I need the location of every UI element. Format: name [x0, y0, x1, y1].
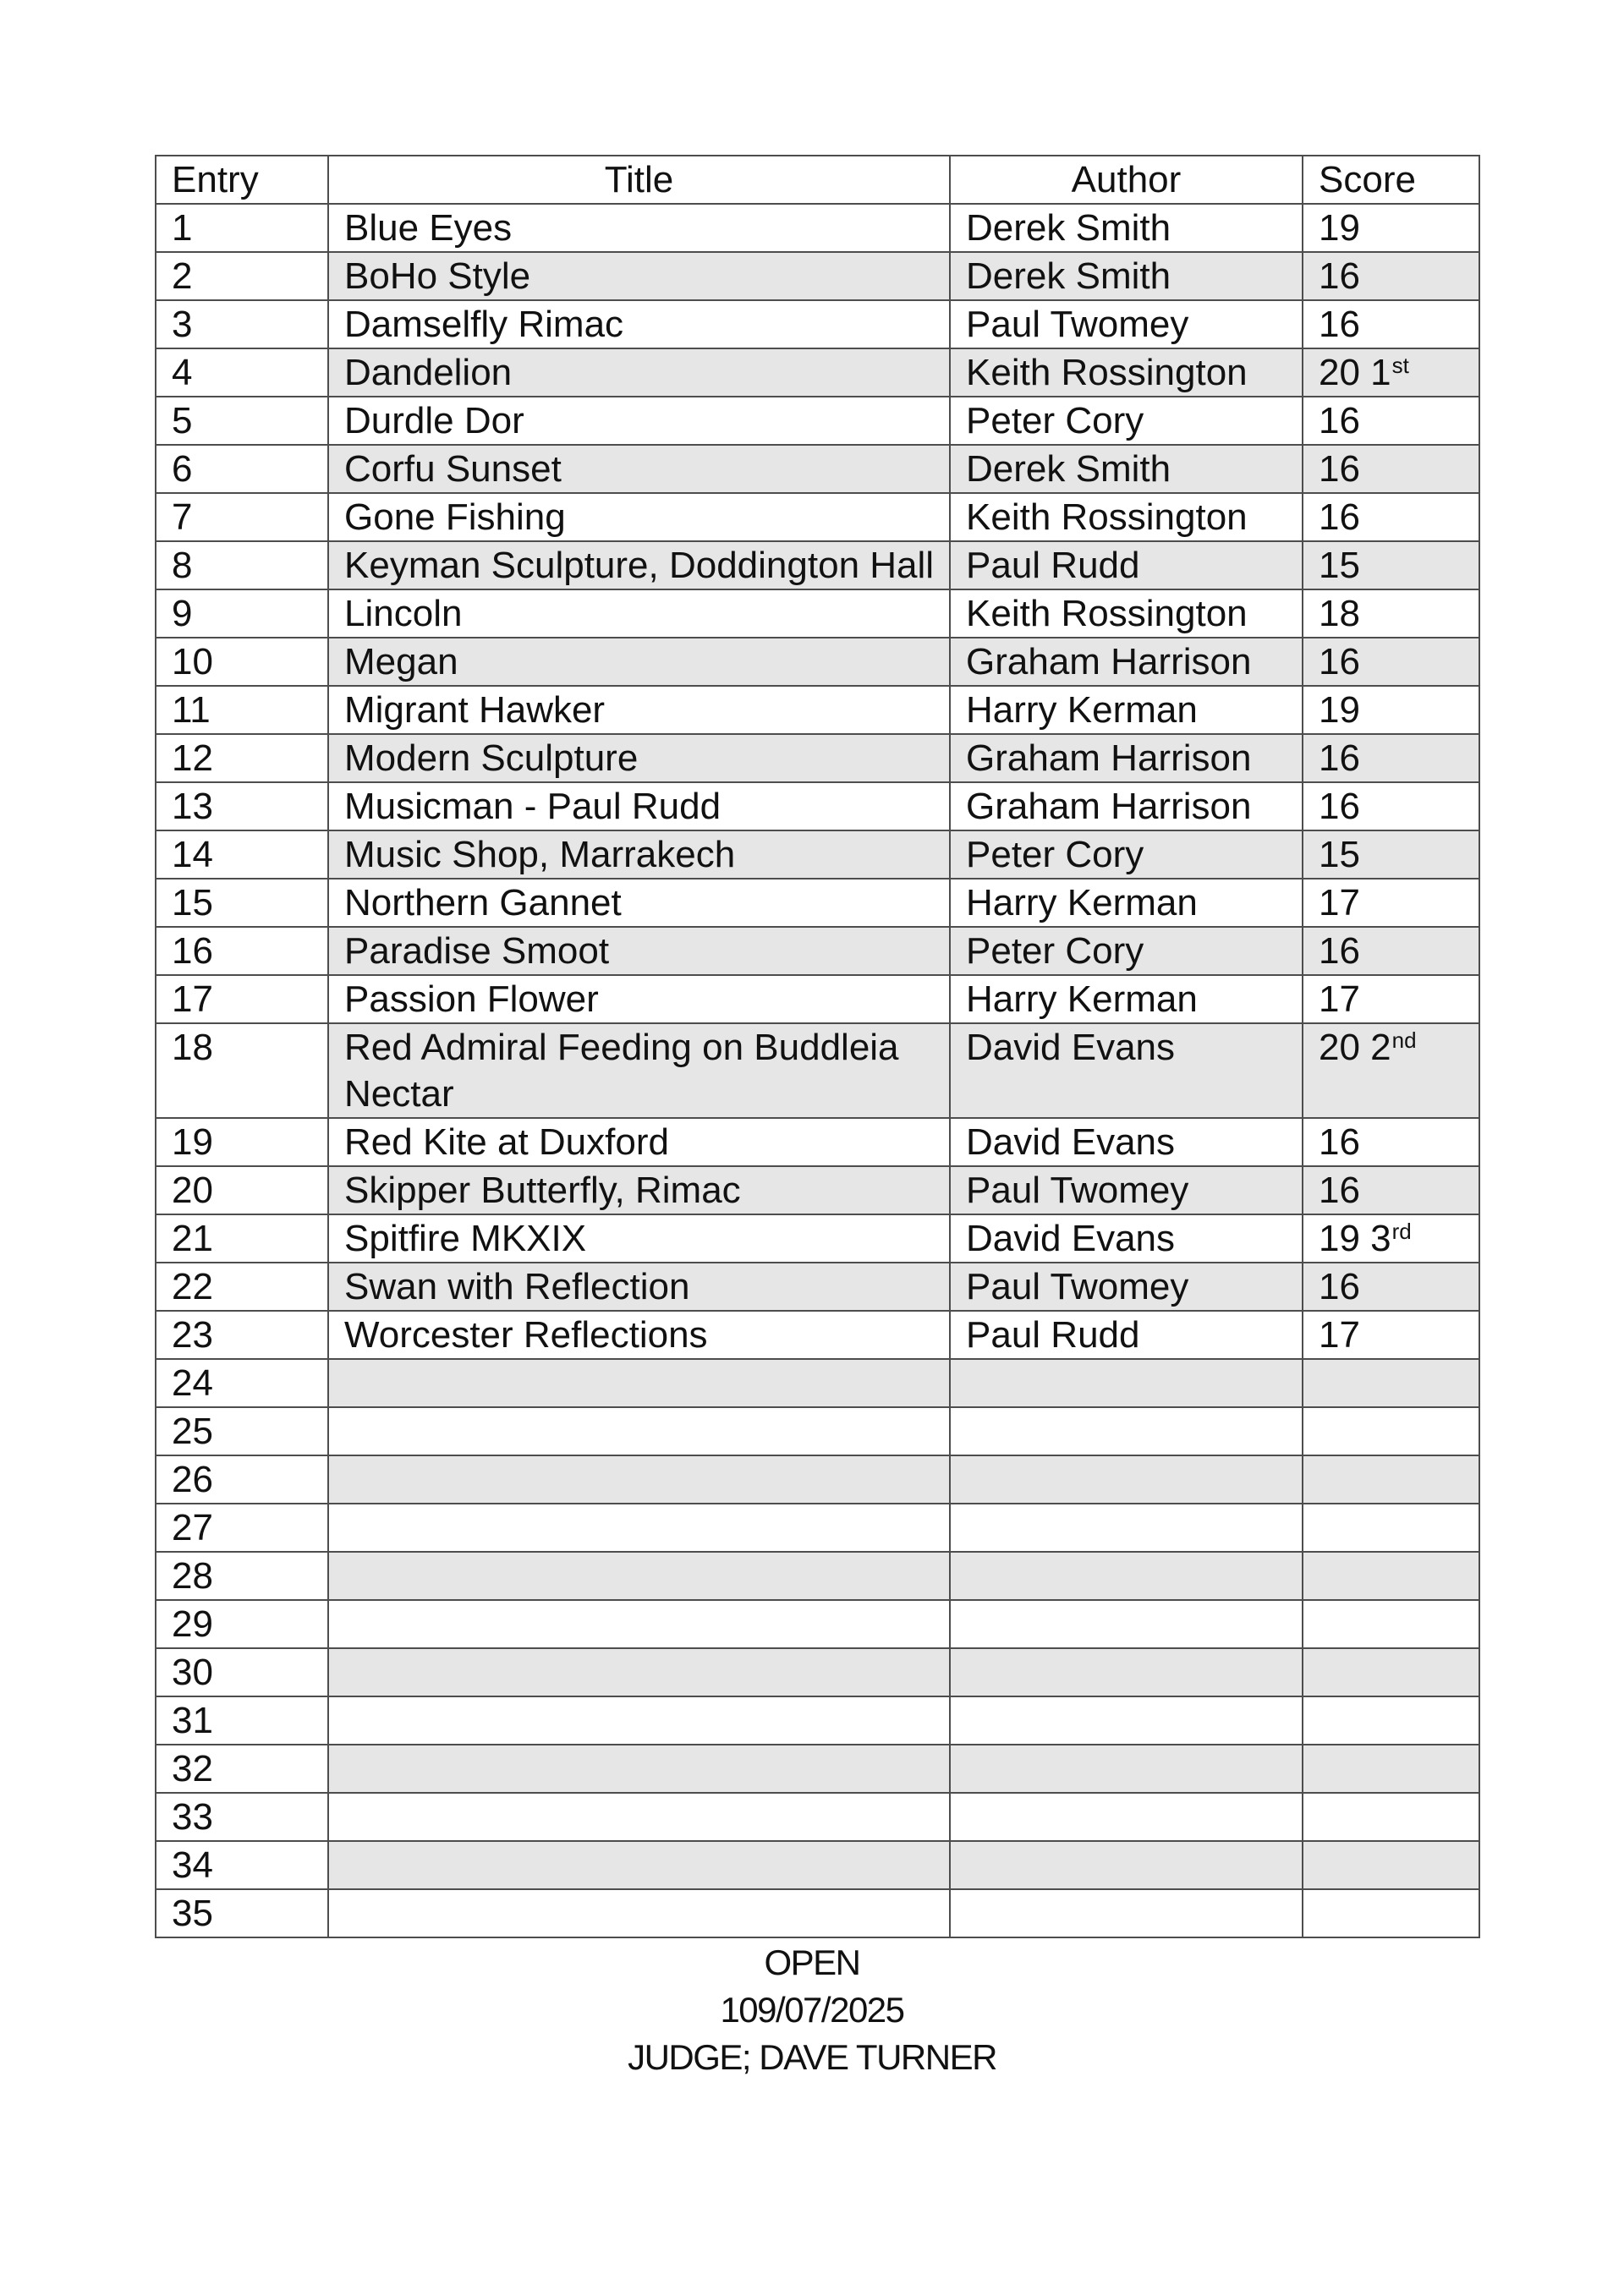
- score-cell: [1303, 1889, 1479, 1937]
- entry-cell-text: 14: [172, 834, 213, 875]
- table-row: [156, 348, 1479, 397]
- title-cell-text: Damselfly Rimac: [344, 304, 624, 345]
- author-cell-text: Peter Cory: [966, 400, 1144, 441]
- table-row: [156, 1600, 1479, 1648]
- table-row: [156, 1118, 1479, 1166]
- author-cell: [950, 1648, 1303, 1696]
- author-cell-text: Paul Rudd: [966, 545, 1140, 586]
- score-cell-text: 16: [1319, 786, 1360, 827]
- entry-cell: [156, 1696, 328, 1745]
- author-cell-text: Derek Smith: [966, 448, 1171, 490]
- table-row: [156, 1793, 1479, 1841]
- author-cell: [950, 686, 1303, 734]
- score-cell: [1303, 252, 1479, 300]
- score-cell-text: 16: [1319, 641, 1360, 682]
- entry-cell-text: 3: [172, 304, 193, 345]
- score-cell: [1303, 1263, 1479, 1311]
- score-cell: [1303, 1841, 1479, 1889]
- table-row: [156, 975, 1479, 1023]
- author-cell: [950, 300, 1303, 348]
- table-row: [156, 1214, 1479, 1263]
- entry-cell: [156, 638, 328, 686]
- score-cell-text: 16: [1319, 448, 1360, 490]
- author-cell-text: Peter Cory: [966, 834, 1144, 875]
- table-row: [156, 493, 1479, 541]
- author-cell-text: Paul Twomey: [966, 304, 1189, 345]
- score-cell: [1303, 686, 1479, 734]
- title-cell-text: Blue Eyes: [344, 207, 513, 249]
- table-row: [156, 1745, 1479, 1793]
- author-cell: [950, 879, 1303, 927]
- author-cell: [950, 830, 1303, 879]
- title-cell: [328, 879, 950, 927]
- author-cell-text: Keith Rossington: [966, 352, 1248, 393]
- table-row: [156, 589, 1479, 638]
- author-cell-text: Harry Kerman: [966, 689, 1198, 731]
- table-row: [156, 1166, 1479, 1214]
- title-cell-text: Gone Fishing: [344, 496, 566, 538]
- score-cell: [1303, 1793, 1479, 1841]
- table-row: [156, 1263, 1479, 1311]
- entry-cell-text: 23: [172, 1314, 213, 1356]
- table-row: [156, 782, 1479, 830]
- title-cell-text: Spitfire MKXIX: [344, 1218, 587, 1259]
- author-cell: [950, 252, 1303, 300]
- author-cell: [950, 1359, 1303, 1407]
- title-cell: [328, 445, 950, 493]
- score-cell: [1303, 493, 1479, 541]
- score-cell: [1303, 445, 1479, 493]
- score-cell-text: 16: [1319, 496, 1360, 538]
- table-row: [156, 927, 1479, 975]
- score-cell-text: 16: [1319, 304, 1360, 345]
- title-cell-text: Corfu Sunset: [344, 448, 562, 490]
- title-cell: [328, 638, 950, 686]
- author-cell: [950, 1455, 1303, 1504]
- entry-column-header: Entry: [156, 156, 328, 204]
- entry-cell-text: 29: [172, 1603, 213, 1645]
- score-cell: [1303, 397, 1479, 445]
- author-column-header: Author: [950, 156, 1303, 204]
- entry-cell-text: 20: [172, 1170, 213, 1211]
- title-cell-text: BoHo Style: [344, 255, 531, 297]
- title-cell: [328, 1648, 950, 1696]
- entry-cell: [156, 204, 328, 252]
- entry-cell: [156, 782, 328, 830]
- title-cell: [328, 300, 950, 348]
- score-cell-text: 15: [1319, 834, 1360, 875]
- table-row: [156, 445, 1479, 493]
- author-cell: [950, 1552, 1303, 1600]
- title-cell: [328, 1407, 950, 1455]
- table-row: [156, 204, 1479, 252]
- title-cell: [328, 1745, 950, 1793]
- entry-cell: [156, 1455, 328, 1504]
- entry-cell-text: 8: [172, 545, 193, 586]
- entry-cell: [156, 589, 328, 638]
- score-cell-text: 16: [1319, 1266, 1360, 1307]
- placing-suffix: rd: [1391, 1219, 1412, 1244]
- title-cell: [328, 589, 950, 638]
- author-cell: [950, 445, 1303, 493]
- entry-cell: [156, 1504, 328, 1552]
- author-cell-text: Keith Rossington: [966, 496, 1248, 538]
- author-cell: [950, 348, 1303, 397]
- author-cell-text: Peter Cory: [966, 930, 1144, 972]
- score-cell-text: 16: [1319, 1170, 1360, 1211]
- title-cell-text: Keyman Sculpture, Doddington Hall: [344, 545, 935, 586]
- title-cell-text: Swan with Reflection: [344, 1266, 690, 1307]
- author-cell: [950, 1214, 1303, 1263]
- author-cell: [950, 1023, 1303, 1118]
- score-cell: [1303, 734, 1479, 782]
- title-cell-text: Passion Flower: [344, 978, 599, 1020]
- table-row: [156, 830, 1479, 879]
- entry-cell: [156, 300, 328, 348]
- author-cell-text: Keith Rossington: [966, 593, 1248, 634]
- score-cell: [1303, 1407, 1479, 1455]
- author-cell: [950, 541, 1303, 589]
- author-cell: [950, 1407, 1303, 1455]
- entry-cell-text: 33: [172, 1796, 213, 1838]
- title-cell: [328, 1359, 950, 1407]
- entry-cell-text: 32: [172, 1748, 213, 1789]
- author-cell: [950, 782, 1303, 830]
- entry-cell: [156, 1166, 328, 1214]
- title-cell: [328, 1793, 950, 1841]
- entry-cell: [156, 1311, 328, 1359]
- score-cell: [1303, 204, 1479, 252]
- score-cell: [1303, 1023, 1479, 1118]
- score-cell-text: 19: [1319, 207, 1360, 249]
- table-body: [156, 204, 1479, 1937]
- entry-cell: [156, 1889, 328, 1937]
- table-row: [156, 541, 1479, 589]
- entry-cell-text: 12: [172, 737, 213, 779]
- title-cell-text: Worcester Reflections: [344, 1314, 708, 1356]
- entry-cell: [156, 686, 328, 734]
- entry-cell-text: 2: [172, 255, 193, 297]
- author-cell-text: David Evans: [966, 1218, 1176, 1259]
- entry-cell: [156, 1359, 328, 1407]
- entry-cell-text: 31: [172, 1700, 213, 1741]
- author-cell: [950, 204, 1303, 252]
- score-cell-text: 15: [1319, 545, 1360, 586]
- score-cell-text: 17: [1319, 882, 1360, 923]
- title-cell: [328, 1311, 950, 1359]
- results-table: [155, 155, 1480, 1938]
- table-row: [156, 1311, 1479, 1359]
- table-row: [156, 1648, 1479, 1696]
- author-cell: [950, 1793, 1303, 1841]
- score-cell: [1303, 1504, 1479, 1552]
- entry-cell: [156, 493, 328, 541]
- title-cell-text: Paradise Smoot: [344, 930, 610, 972]
- entry-cell: [156, 975, 328, 1023]
- entry-cell: [156, 252, 328, 300]
- score-cell-text: 16: [1319, 400, 1360, 441]
- placing-suffix: st: [1391, 353, 1409, 378]
- title-cell: [328, 1455, 950, 1504]
- author-cell: [950, 589, 1303, 638]
- entry-cell-text: 21: [172, 1218, 213, 1259]
- author-cell-text: Paul Rudd: [966, 1314, 1140, 1356]
- title-cell-text: Red Admiral Feeding on Buddleia Nectar: [344, 1027, 899, 1115]
- competition-category: OPEN: [764, 1943, 860, 1982]
- author-cell-text: Derek Smith: [966, 255, 1171, 297]
- author-cell: [950, 1889, 1303, 1937]
- entry-cell-text: 5: [172, 400, 193, 441]
- table-row: [156, 879, 1479, 927]
- score-cell: [1303, 782, 1479, 830]
- title-cell: [328, 1841, 950, 1889]
- entry-cell: [156, 1214, 328, 1263]
- entry-cell-text: 18: [172, 1027, 213, 1068]
- score-cell-text: 19 3: [1319, 1218, 1391, 1259]
- entry-cell-text: 35: [172, 1893, 213, 1934]
- table-row: [156, 734, 1479, 782]
- author-cell-text: Harry Kerman: [966, 882, 1198, 923]
- entry-cell: [156, 927, 328, 975]
- entry-cell-text: 6: [172, 448, 193, 490]
- table-row: [156, 397, 1479, 445]
- entry-cell-text: 16: [172, 930, 213, 972]
- author-cell-text: Graham Harrison: [966, 641, 1252, 682]
- author-cell: [950, 1118, 1303, 1166]
- score-cell: [1303, 975, 1479, 1023]
- table-row: [156, 686, 1479, 734]
- score-cell: [1303, 1455, 1479, 1504]
- entry-cell-text: 27: [172, 1507, 213, 1548]
- entry-cell-text: 28: [172, 1555, 213, 1597]
- score-column-header: Score: [1303, 156, 1479, 204]
- entry-cell-text: 30: [172, 1652, 213, 1693]
- entry-cell-text: 34: [172, 1844, 213, 1886]
- entry-cell: [156, 1841, 328, 1889]
- entry-cell: [156, 1793, 328, 1841]
- entry-cell: [156, 1263, 328, 1311]
- title-cell-text: Megan: [344, 641, 458, 682]
- author-cell: [950, 493, 1303, 541]
- score-cell-text: 20 2: [1319, 1027, 1391, 1068]
- title-cell: [328, 927, 950, 975]
- title-cell: [328, 397, 950, 445]
- score-cell: [1303, 589, 1479, 638]
- title-cell: [328, 686, 950, 734]
- score-cell: [1303, 879, 1479, 927]
- score-cell-text: 16: [1319, 255, 1360, 297]
- title-cell: [328, 782, 950, 830]
- author-cell: [950, 1600, 1303, 1648]
- entry-cell: [156, 830, 328, 879]
- table-header-row: [156, 156, 1479, 204]
- judge-name: JUDGE; DAVE TURNER: [628, 2037, 996, 2077]
- score-cell-text: 16: [1319, 737, 1360, 779]
- author-cell-text: David Evans: [966, 1121, 1176, 1163]
- entry-cell-text: 10: [172, 641, 213, 682]
- title-cell: [328, 975, 950, 1023]
- placing-suffix: nd: [1391, 1027, 1417, 1053]
- entry-cell: [156, 1745, 328, 1793]
- author-cell-text: Harry Kerman: [966, 978, 1198, 1020]
- author-cell-text: Paul Twomey: [966, 1170, 1189, 1211]
- author-cell-text: Graham Harrison: [966, 786, 1252, 827]
- score-cell: [1303, 541, 1479, 589]
- entry-cell-text: 4: [172, 352, 193, 393]
- title-cell-text: Durdle Dor: [344, 400, 524, 441]
- author-cell-text: David Evans: [966, 1027, 1176, 1068]
- score-cell: [1303, 1311, 1479, 1359]
- author-cell: [950, 397, 1303, 445]
- title-cell: [328, 1023, 950, 1118]
- title-cell: [328, 1889, 950, 1937]
- entry-cell: [156, 734, 328, 782]
- table-row: [156, 1023, 1479, 1118]
- score-cell-text: 16: [1319, 1121, 1360, 1163]
- author-cell: [950, 1166, 1303, 1214]
- entry-cell: [156, 1648, 328, 1696]
- title-cell: [328, 1118, 950, 1166]
- entry-cell-text: 15: [172, 882, 213, 923]
- table-row: [156, 1889, 1479, 1937]
- score-cell-text: 18: [1319, 593, 1360, 634]
- title-cell-text: Northern Gannet: [344, 882, 622, 923]
- entry-cell: [156, 1407, 328, 1455]
- title-cell: [328, 1552, 950, 1600]
- title-cell-text: Skipper Butterfly, Rimac: [344, 1170, 741, 1211]
- title-cell-text: Lincoln: [344, 593, 463, 634]
- title-cell: [328, 1263, 950, 1311]
- score-cell: [1303, 1359, 1479, 1407]
- score-cell: [1303, 1600, 1479, 1648]
- score-cell: [1303, 830, 1479, 879]
- entry-cell: [156, 397, 328, 445]
- author-cell: [950, 1696, 1303, 1745]
- entry-cell-text: 1: [172, 207, 193, 249]
- entry-cell: [156, 445, 328, 493]
- entry-cell-text: 22: [172, 1266, 213, 1307]
- table-row: [156, 638, 1479, 686]
- entry-cell: [156, 541, 328, 589]
- title-cell: [328, 830, 950, 879]
- title-cell-text: Music Shop, Marrakech: [344, 834, 736, 875]
- table-row: [156, 1696, 1479, 1745]
- table-row: [156, 1359, 1479, 1407]
- score-cell: [1303, 1552, 1479, 1600]
- title-cell-text: Dandelion: [344, 352, 513, 393]
- entry-cell-text: 7: [172, 496, 193, 538]
- entry-cell-text: 13: [172, 786, 213, 827]
- entry-cell-text: 17: [172, 978, 213, 1020]
- table-row: [156, 1407, 1479, 1455]
- entry-cell: [156, 348, 328, 397]
- score-cell: [1303, 638, 1479, 686]
- title-cell: [328, 204, 950, 252]
- author-cell: [950, 927, 1303, 975]
- title-cell: [328, 252, 950, 300]
- title-cell: [328, 1696, 950, 1745]
- entry-cell-text: 11: [172, 689, 211, 731]
- title-cell: [328, 1504, 950, 1552]
- score-cell-text: 16: [1319, 930, 1360, 972]
- score-cell-text: 17: [1319, 1314, 1360, 1356]
- score-cell-text: 20 1: [1319, 352, 1391, 393]
- competition-date: 109/07/2025: [720, 1990, 904, 2030]
- title-cell: [328, 1600, 950, 1648]
- author-cell-text: Graham Harrison: [966, 737, 1252, 779]
- author-cell: [950, 734, 1303, 782]
- author-cell: [950, 1263, 1303, 1311]
- score-cell: [1303, 1696, 1479, 1745]
- author-cell-text: Paul Twomey: [966, 1266, 1189, 1307]
- author-cell: [950, 638, 1303, 686]
- score-cell: [1303, 1745, 1479, 1793]
- author-cell: [950, 975, 1303, 1023]
- author-cell: [950, 1311, 1303, 1359]
- score-cell: [1303, 1214, 1479, 1263]
- score-cell: [1303, 300, 1479, 348]
- title-cell-text: Migrant Hawker: [344, 689, 606, 731]
- score-cell: [1303, 348, 1479, 397]
- table-row: [156, 252, 1479, 300]
- title-cell: [328, 1214, 950, 1263]
- entry-cell: [156, 879, 328, 927]
- entry-cell: [156, 1552, 328, 1600]
- title-cell: [328, 1166, 950, 1214]
- score-cell: [1303, 1118, 1479, 1166]
- title-cell: [328, 541, 950, 589]
- score-cell: [1303, 927, 1479, 975]
- entry-cell: [156, 1023, 328, 1118]
- entry-cell: [156, 1600, 328, 1648]
- title-cell-text: Modern Sculpture: [344, 737, 639, 779]
- table-row: [156, 1841, 1479, 1889]
- score-cell: [1303, 1166, 1479, 1214]
- author-cell: [950, 1841, 1303, 1889]
- table-row: [156, 300, 1479, 348]
- author-cell: [950, 1745, 1303, 1793]
- title-cell-text: Red Kite at Duxford: [344, 1121, 669, 1163]
- entry-cell-text: 25: [172, 1411, 213, 1452]
- table-row: [156, 1504, 1479, 1552]
- table-row: [156, 1455, 1479, 1504]
- score-cell-text: 19: [1319, 689, 1360, 731]
- score-cell: [1303, 1648, 1479, 1696]
- entry-cell-text: 24: [172, 1362, 213, 1404]
- title-cell: [328, 348, 950, 397]
- title-cell: [328, 734, 950, 782]
- entry-cell-text: 9: [172, 593, 193, 634]
- entry-cell: [156, 1118, 328, 1166]
- entry-cell-text: 26: [172, 1459, 213, 1500]
- table-row: [156, 1552, 1479, 1600]
- entry-cell-text: 19: [172, 1121, 213, 1163]
- title-column-header: Title: [328, 156, 950, 204]
- author-cell: [950, 1504, 1303, 1552]
- score-cell-text: 17: [1319, 978, 1360, 1020]
- title-cell-text: Musicman - Paul Rudd: [344, 786, 721, 827]
- title-cell: [328, 493, 950, 541]
- author-cell-text: Derek Smith: [966, 207, 1171, 249]
